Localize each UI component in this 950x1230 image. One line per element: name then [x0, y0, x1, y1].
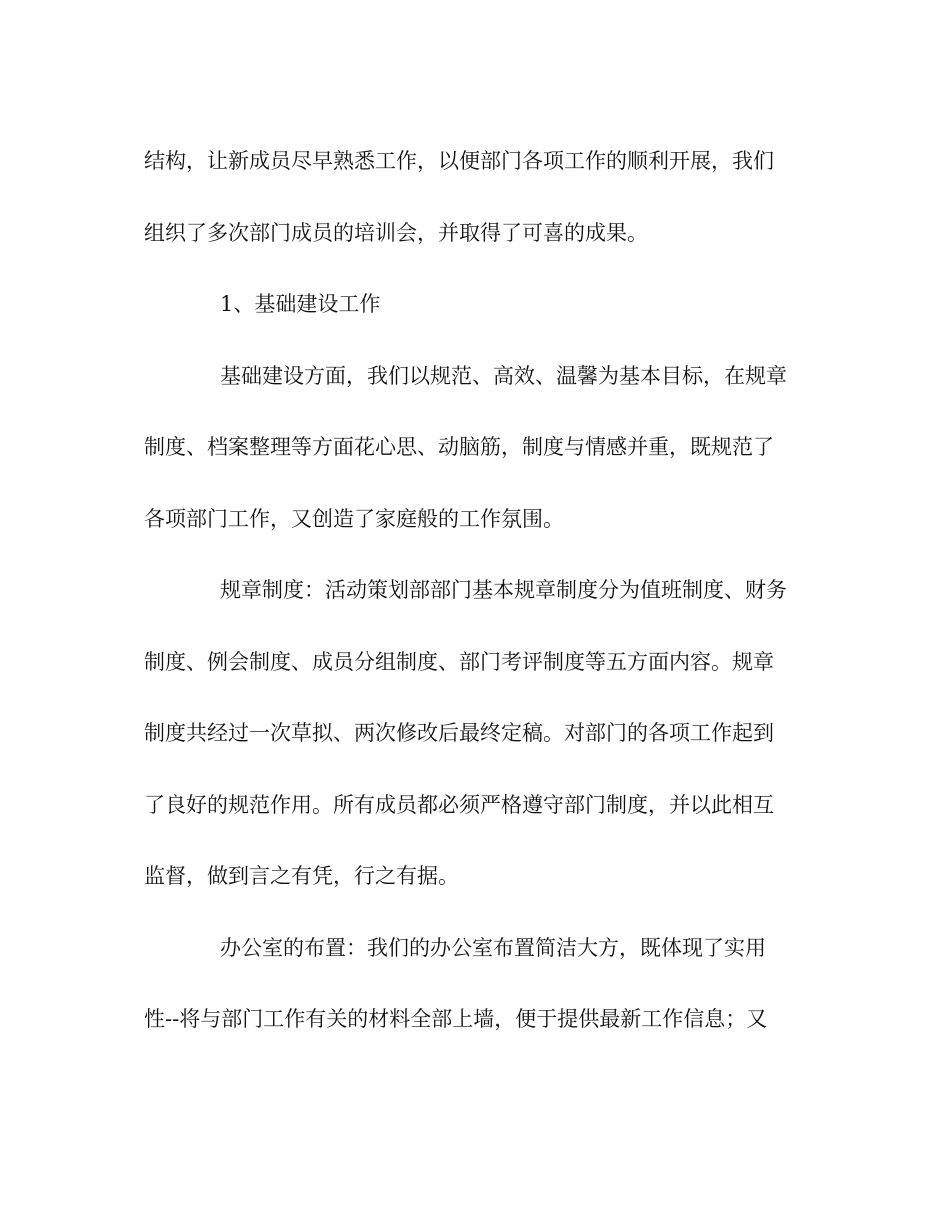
- section-heading: 1、基础建设工作: [220, 292, 381, 316]
- text-line: 结构，让新成员尽早熟悉工作，以便部门各项工作的顺利开展，我们: [144, 149, 774, 173]
- paragraph-start: 办公室的布置：我们的办公室布置简洁大方，既体现了实用: [220, 935, 766, 960]
- text-line: 制度、例会制度、成员分组制度、部门考评制度等五方面内容。规章: [144, 649, 774, 674]
- text-line: 各项部门工作，又创造了家庭般的工作氛围。: [144, 506, 564, 531]
- paragraph-start: 规章制度：活动策划部部门基本规章制度分为值班制度、财务: [220, 578, 787, 602]
- text-line: 性--将与部门工作有关的材料全部上墙，便于提供最新工作信息；又: [144, 1007, 768, 1031]
- text-line: 了良好的规范作用。所有成员都必须严格遵守部门制度，并以此相互: [144, 792, 774, 817]
- text-line: 监督，做到言之有凭，行之有据。: [144, 864, 459, 888]
- text-line: 组织了多次部门成员的培训会，并取得了可喜的成果。: [144, 220, 648, 245]
- text-line: 制度共经过一次草拟、两次修改后最终定稿。对部门的各项工作起到: [144, 721, 774, 745]
- document-body: [144, 140, 809, 1070]
- text-line: 制度、档案整理等方面花心思、动脑筋，制度与情感并重，既规范了: [144, 435, 774, 459]
- paragraph-start: 基础建设方面，我们以规范、高效、温馨为基本目标，在规章: [220, 363, 787, 388]
